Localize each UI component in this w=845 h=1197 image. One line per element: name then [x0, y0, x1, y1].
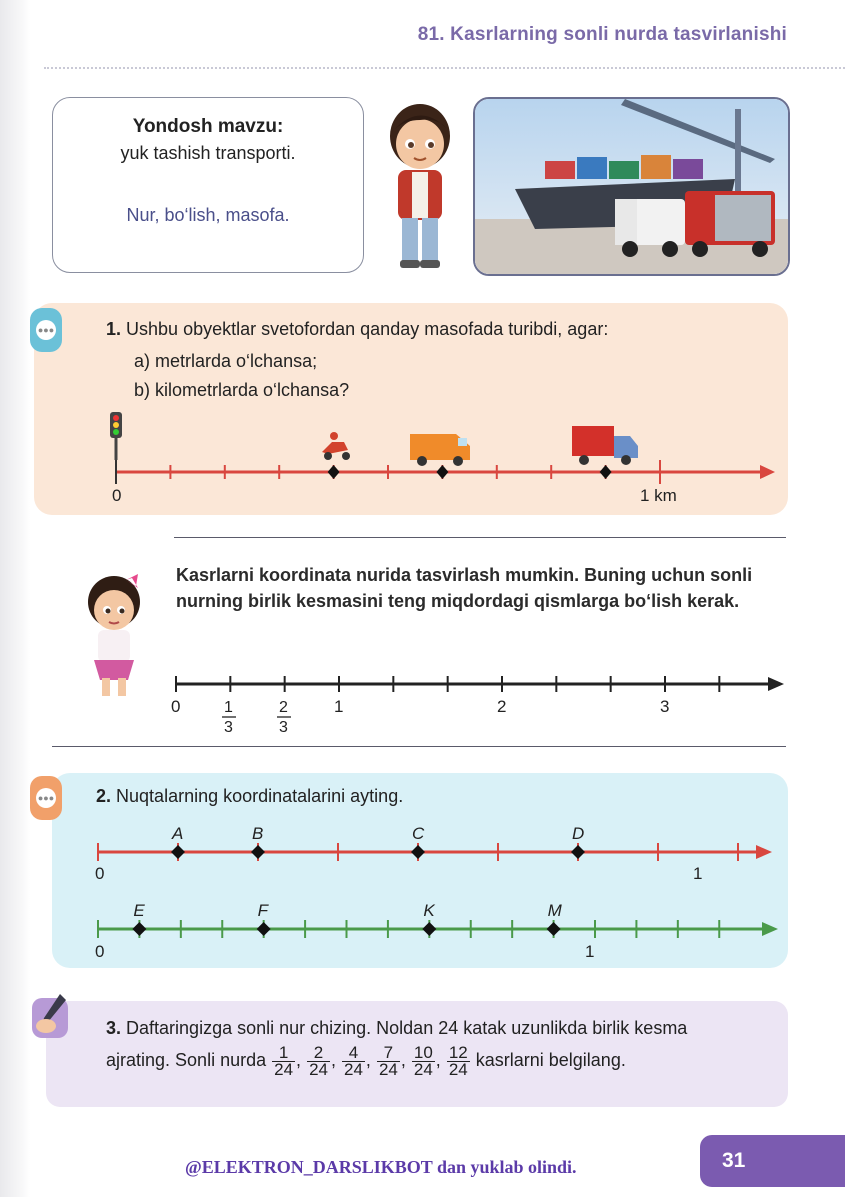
fraction-num: 2 [307, 1045, 330, 1062]
exercise-3-text-end: kasrlarni belgilang. [475, 1050, 626, 1070]
fraction-den: 24 [378, 1059, 398, 1079]
line2-one-label: 1 [585, 942, 595, 961]
object-point [600, 465, 612, 479]
related-topic-title: Yondosh mavzu: [132, 116, 284, 137]
traffic-light-icon [110, 412, 122, 460]
fraction-den: 24 [309, 1059, 328, 1079]
line1-one-label: 1 [693, 864, 703, 883]
writing-hand-icon [30, 990, 72, 1042]
line2-zero-label: 0 [95, 942, 105, 961]
exercise-2-text: Nuqtalarning koordinatalarini ayting. [116, 786, 404, 806]
point-label-a: A [172, 824, 184, 843]
truck-icon [572, 426, 638, 465]
fraction [342, 1042, 365, 1079]
point-label-e: E [133, 901, 145, 920]
page-number: 31 [722, 1149, 746, 1172]
exercise-1-a: a) metrlarda o‘lchansa; [134, 351, 318, 371]
exercise-2-number: 2. [96, 786, 112, 806]
exercise-3-number: 3. [106, 1018, 122, 1038]
footer-credit: @ELEKTRON_DARSLIKBOT dan yuklab olindi. [185, 1157, 577, 1177]
point-k [422, 922, 436, 936]
cargo-port-photo [473, 97, 790, 276]
point-e [132, 922, 146, 936]
point-label-c: C [412, 824, 425, 843]
point-label-f: F [257, 901, 269, 920]
info-frac1-num: 1 [224, 699, 233, 716]
info-text: Kasrlarni koordinata nurida tasvirlash mumkin. Buning uchun sonli nurning birlik kesmasini teng miqdordagi qismlarga bo‘lish kerak. [176, 565, 753, 611]
exercise-3-question: 3. Daftaringizga sonli nur chizing. Noldan 24 katak uzunlikda birlik kesma ajrating. Sonli nurda $\frac{1}{24}$ , $\frac{2}{24}$ , $\frac{4}{24}$ , $\frac{7}{24}$ , $\frac{10}{24}$ , $\frac{12}{24}$ kasrlarni belgilang. [106, 1018, 688, 1079]
object-point [436, 465, 448, 479]
exercise-1-number-line [100, 410, 780, 510]
info-label-two: 2 [497, 697, 507, 716]
info-frac2-num: 2 [279, 699, 288, 716]
boy-illustration [378, 100, 462, 270]
fraction-num: 7 [377, 1045, 400, 1062]
fraction-num: 1 [272, 1045, 295, 1062]
info-label-three: 3 [660, 697, 670, 716]
related-topic-subtitle: yuk tashish transporti. [120, 143, 296, 163]
fraction-num: 4 [342, 1045, 365, 1062]
exercise-1-text: Ushbu obyektlar svetofordan qanday masofada turibdi, agar: [126, 319, 609, 339]
point-b [251, 845, 265, 859]
object-point [328, 465, 340, 479]
keywords: Nur, bo‘lish, masofa. [126, 205, 290, 225]
lesson-title: 81. Kasrlarning sonli nurda tasvirlanishi [417, 24, 787, 45]
discussion-icon: ●●● [30, 776, 62, 820]
number-line-zero-label: 0 [112, 486, 122, 505]
girl-illustration [76, 572, 152, 700]
info-number-line [160, 668, 790, 738]
fraction-den: 24 [344, 1059, 363, 1079]
fraction [272, 1042, 295, 1079]
section-rule [174, 537, 786, 538]
fraction [412, 1042, 435, 1079]
point-c [411, 845, 425, 859]
point-label-k: K [423, 901, 435, 920]
fraction-den: 24 [413, 1059, 433, 1079]
point-f [257, 922, 271, 936]
info-label-one: 1 [334, 697, 344, 716]
section-rule [52, 746, 786, 747]
fraction [377, 1042, 400, 1079]
fraction-den: 24 [274, 1059, 294, 1079]
point-a [171, 845, 185, 859]
fraction-num: 10 [413, 1042, 433, 1062]
fraction [447, 1042, 470, 1079]
line1-zero-label: 0 [95, 864, 105, 883]
point-m [547, 922, 561, 936]
exercise-3-text: Daftaringizga sonli nur chizing. Noldan 24 katak uzunlikda birlik kesma ajrating. Sonli nurda [106, 1018, 688, 1070]
point-label-m: M [547, 901, 562, 920]
fraction [307, 1042, 330, 1079]
exercise-1-number: 1. [106, 319, 122, 339]
van-icon [410, 434, 470, 466]
info-frac2-den: 3 [279, 719, 288, 736]
page-edge-shadow [0, 0, 30, 1197]
discussion-icon: ●●● [30, 308, 62, 352]
info-label-zero: 0 [171, 697, 181, 716]
number-line-km-label: 1 km [640, 486, 677, 505]
header-divider [44, 67, 845, 69]
exercise-1-question [106, 317, 608, 341]
fraction-num: 12 [448, 1042, 468, 1062]
fraction-den: 24 [448, 1059, 468, 1079]
point-label-d: D [572, 824, 585, 843]
exercise-2-question [96, 784, 403, 808]
exercise-1-b: b) kilometrlarda o‘lchansa? [134, 380, 350, 400]
info-frac1-den: 3 [224, 719, 233, 736]
point-d [571, 845, 585, 859]
exercise-2-number-lines [90, 818, 780, 968]
scooter-icon [322, 432, 350, 460]
point-label-b: B [252, 824, 264, 843]
